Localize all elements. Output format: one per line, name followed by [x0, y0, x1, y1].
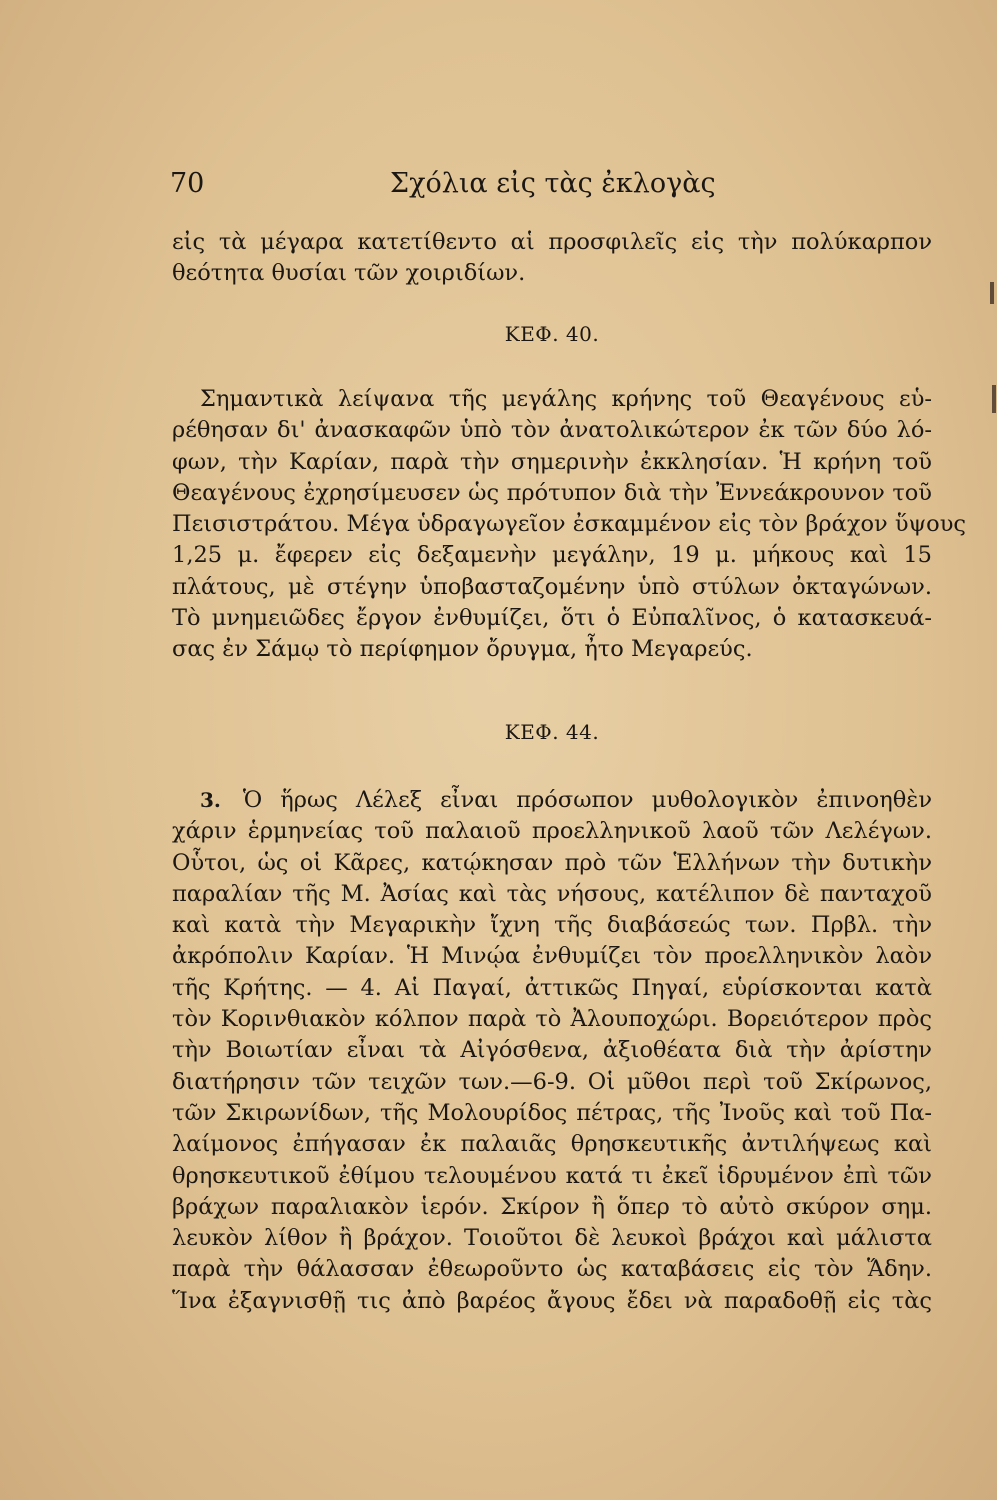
text-line: φων, τὴν Καρίαν, παρὰ τὴν σημερινὴν ἐκκλησίαν. Ἡ κρήνη τοῦ [172, 448, 932, 475]
text-line: βράχων παραλιακὸν ἱερόν. Σκίρον ἢ ὅπερ τὸ αὐτὸ σκύρον σημ. [172, 1193, 932, 1220]
text-line: Οὗτοι, ὡς οἱ Κᾶρες, κατῴκησαν πρὸ τῶν Ἑλλήνων τὴν δυτικὴν [172, 849, 932, 876]
text-line: ρέθησαν δι' ἀνασκαφῶν ὑπὸ τὸν ἀνατολικώτερον ἐκ τῶν δύο λό- [172, 417, 932, 444]
section-heading-40: ΚΕΦ. 40. [504, 322, 600, 346]
section-44-paragraph [172, 785, 932, 1317]
text-line: θρησκευτικοῦ ἐθίμου τελουμένου κατά τι ἐκεῖ ἱδρυμένον ἐπὶ τῶν [172, 1162, 932, 1189]
text-line [172, 785, 932, 816]
text-line: εἰς τὰ μέγαρα κατετίθεντο αἱ προσφιλεῖς εἰς τὴν πολύκαρπον [172, 229, 932, 255]
running-head: Σχόλια εἰς τὰς ἐκλογὰς [390, 168, 716, 199]
text-line: Πεισιστράτου. Μέγα ὑδραγωγεῖον ἐσκαμμένον εἰς τὸν βράχον ὕψους [172, 511, 967, 538]
margin-ink-mark [992, 385, 996, 413]
text-line: παρὰ τὴν θάλασσαν ἐθεωροῦντο ὡς καταβάσεις εἰς τὸν Ἅδην. [172, 1256, 932, 1283]
text-line: παραλίαν τῆς Μ. Ἀσίας καὶ τὰς νήσους, κατέλιπον δὲ πανταχοῦ [172, 880, 932, 907]
section-40-paragraph [172, 384, 967, 666]
text-line: Θεαγένους ἐχρησίμευσεν ὡς πρότυπον διὰ τὴν Ἐννεάκρουνον τοῦ [172, 479, 932, 506]
margin-ink-mark [990, 282, 994, 304]
paragraph-number: 3. [200, 788, 221, 812]
section-heading-44: ΚΕΦ. 44. [504, 720, 600, 744]
text-line: καὶ κατὰ τὴν Μεγαρικὴν ἴχνη τῆς διαβάσεώς των. Πρβλ. τὴν [172, 912, 932, 939]
first-line-text: Ὁ ἥρως Λέλεξ εἶναι πρόσωπον μυθολογικὸν ἐπινοηθὲν [242, 787, 933, 813]
text-line: 1,25 μ. ἔφερεν εἰς δεξαμενὴν μεγάλην, 19 μ. μήκους καὶ 15 [172, 542, 932, 569]
text-line: Ἵνα ἐξαγνισθῇ τις ἀπὸ βαρέος ἄγους ἔδει νὰ παραδοθῇ εἰς τὰς [172, 1287, 932, 1314]
text-line: λαίμονος ἐπήγασαν ἐκ παλαιᾶς θρησκευτικῆς ἀντιλήψεως καὶ [172, 1131, 932, 1158]
page-number: 70 [170, 168, 205, 199]
text-line: Τὸ μνημειῶδες ἔργον ἐνθυμίζει, ὅτι ὁ Εὐπαλῖνος, ὁ κατασκευά- [172, 605, 932, 632]
top-paragraph [172, 227, 932, 290]
text-line: τὴν Βοιωτίαν εἶναι τὰ Αἰγόσθενα, ἀξιοθέατα διὰ τὴν ἀρίστην [172, 1037, 932, 1064]
text-line: λευκὸν λίθον ἢ βράχον. Τοιοῦτοι δὲ λευκοὶ βράχοι καὶ μάλιστα [172, 1225, 932, 1252]
text-line: Σημαντικὰ λείψανα τῆς μεγάλης κρήνης τοῦ Θεαγένους εὑ- [200, 386, 932, 412]
page-header [170, 168, 930, 208]
text-line: πλάτους, μὲ στέγην ὑποβασταζομένην ὑπὸ στύλων ὀκταγώνων. [172, 573, 932, 600]
text-line: τῶν Σκιρωνίδων, τῆς Μολουρίδος πέτρας, τῆς Ἰνοῦς καὶ τοῦ Πα- [172, 1099, 932, 1126]
text-line: διατήρησιν τῶν τειχῶν των.—6-9. Οἱ μῦθοι περὶ τοῦ Σκίρωνος, [172, 1068, 932, 1095]
text-line: ἀκρόπολιν Καρίαν. Ἡ Μινῴα ἐνθυμίζει τὸν προελληνικὸν λαὸν [172, 943, 932, 970]
text-line: θεότητα θυσίαι τῶν χοιριδίων. [172, 260, 526, 287]
text-line: τῆς Κρήτης. — 4. Αἱ Παγαί, ἀττικῶς Πηγαί, εὑρίσκονται κατὰ [172, 974, 932, 1001]
text-line: τὸν Κορινθιακὸν κόλπον παρὰ τὸ Ἀλουποχώρι. Βορειότερον πρὸς [172, 1006, 932, 1033]
text-line: χάριν ἑρμηνείας τοῦ παλαιοῦ προελληνικοῦ λαοῦ τῶν Λελέγων. [172, 818, 932, 845]
text-line: σας ἐν Σάμῳ τὸ περίφημον ὄρυγμα, ἦτο Μεγαρεύς. [172, 636, 753, 663]
